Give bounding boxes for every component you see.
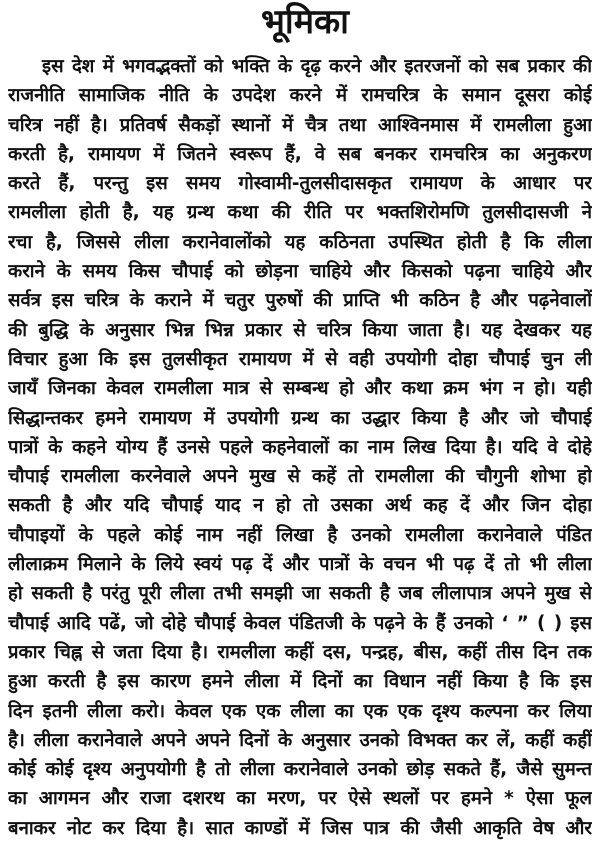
text-line: रचा है, जिससे लीला करानेवालोंको यह कठिनता उपस्थित होती है कि लीला xyxy=(8,231,592,253)
text-line: का आगमन और राजा दशरथ का मरण, पर ऐसे स्थलों पर हमने * ऐसा फूल xyxy=(8,788,592,810)
text-line: सकती है और यदि चौपाई याद न हो तो उसका अर्थ कह दें और जिन दोहा xyxy=(8,495,592,517)
text-line: राजनीति सामाजिक नीति के उपदेश करने में रामचरित्र के समान दूसरा कोई xyxy=(8,85,592,107)
text-line: करती है, रामायण में जितने स्वरूप हैं, वे सब बनकर रामचरित्र का अनुकरण xyxy=(8,143,592,165)
text-line: चरित्र नहीं है। प्रतिवर्ष सैकड़ों स्थानों में चैत्र तथा आश्विनमास में रामलीला हुआ xyxy=(8,114,592,136)
text-line: बनाकर नोट कर दिया है। सात काण्डों में जिस पात्र की जैसी आकृति वेष और xyxy=(8,817,592,839)
text-line: लीलाक्रम मिलाने के लिये स्वयं पढ़ दें और पात्रों के वचन भी पढ़ दें तो भी लीला xyxy=(8,554,592,576)
text-line: जायँ जिनका केवल रामलीला मात्र से सम्बन्ध हो और कथा क्रम भंग न हो। यही xyxy=(8,378,592,400)
body-text xyxy=(8,52,592,843)
text-line: रामलीला होती है, यह ग्रन्थ कथा की रीति पर भक्तशिरोमणि तुलसीदासजी ने xyxy=(8,202,592,224)
text-line: प्रकार चिह्न से जता दिया है। रामलीला कहीं दस, पन्द्रह, बीस, कहीं तीस दिन तक xyxy=(8,641,592,663)
text-line: चौपाई आदि पढें, जो दोहे चौपाई केवल पंडितजी के पढ़ने के हैं उनको ‘ ” ( ) इस xyxy=(8,612,592,634)
text-line: चौपाइयों के पहले कोई नाम नहीं लिखा है उनको रामलीला करानेवाले पंडित xyxy=(8,524,592,546)
text-line: करते हैं, परन्तु इस समय गोस्वामी-तुलसीदासकृत रामायण के आधार पर xyxy=(8,173,592,195)
text-line: की बुद्धि के अनुसार भिन्न भिन्न प्रकार से चरित्र किया जाता है। यह देखकर यह xyxy=(8,319,592,341)
text-line: कोई कोई दृश्य अनुपयोगी है तो लीला करानेवाले उनको छोड़ सकते हैं, जैसे सुमन्त xyxy=(8,759,592,781)
text-line: चौपाई रामलीला करनेवाले अपने मुख से कहें तो रामलीला की चौगुनी शोभा हो xyxy=(8,466,592,488)
text-line: सर्वत्र इस चरित्र के कराने में चतुर पुरुषों की प्राप्ति भी कठिन है और पढ़नेवालों xyxy=(8,290,592,312)
text-line: हो सकती है परंतु पूरी लीला तभी समझी जा सकती है जब लीलापात्र अपने मुख से xyxy=(8,583,592,605)
text-line: सिद्धान्तकर हमने रामायण में उपयोगी ग्रन्थ का उद्धार किया है और जो चौपाई xyxy=(8,407,592,429)
text-line: इस देश में भगवद्भक्तों को भक्ति के दृढ़ करने और इतरजनों को सब प्रकार की xyxy=(42,56,592,77)
text-line: विचार हुआ कि इस तुलसीकृत रामायण में से वही उपयोगी दोहा चौपाई चुन ली xyxy=(8,348,592,370)
text-line: दिन इतनी लीला करो। केवल एक एक लीला का एक एक दृश्य कल्पना कर लिया xyxy=(8,700,592,722)
page-title: भूमिका xyxy=(261,2,349,42)
text-line: है। लीला करानेवाले अपने अपने दिनों के अनुसार उनको विभक्त कर लें, कहीं कहीं xyxy=(8,729,592,751)
text-line: हुआ करती है इस कारण हमने लीला में दिनों का विधान नहीं किया है कि इस xyxy=(8,671,592,693)
text-line: कराने के समय किस चौपाई को छोड़ना चाहिये और किसको पढ़ना चाहिये और xyxy=(8,261,592,283)
text-line: पात्रों के कहने योग्य हैं उनसे पहले कहनेवालों का नाम लिख दिया है। यदि वे दोहे xyxy=(8,436,592,458)
